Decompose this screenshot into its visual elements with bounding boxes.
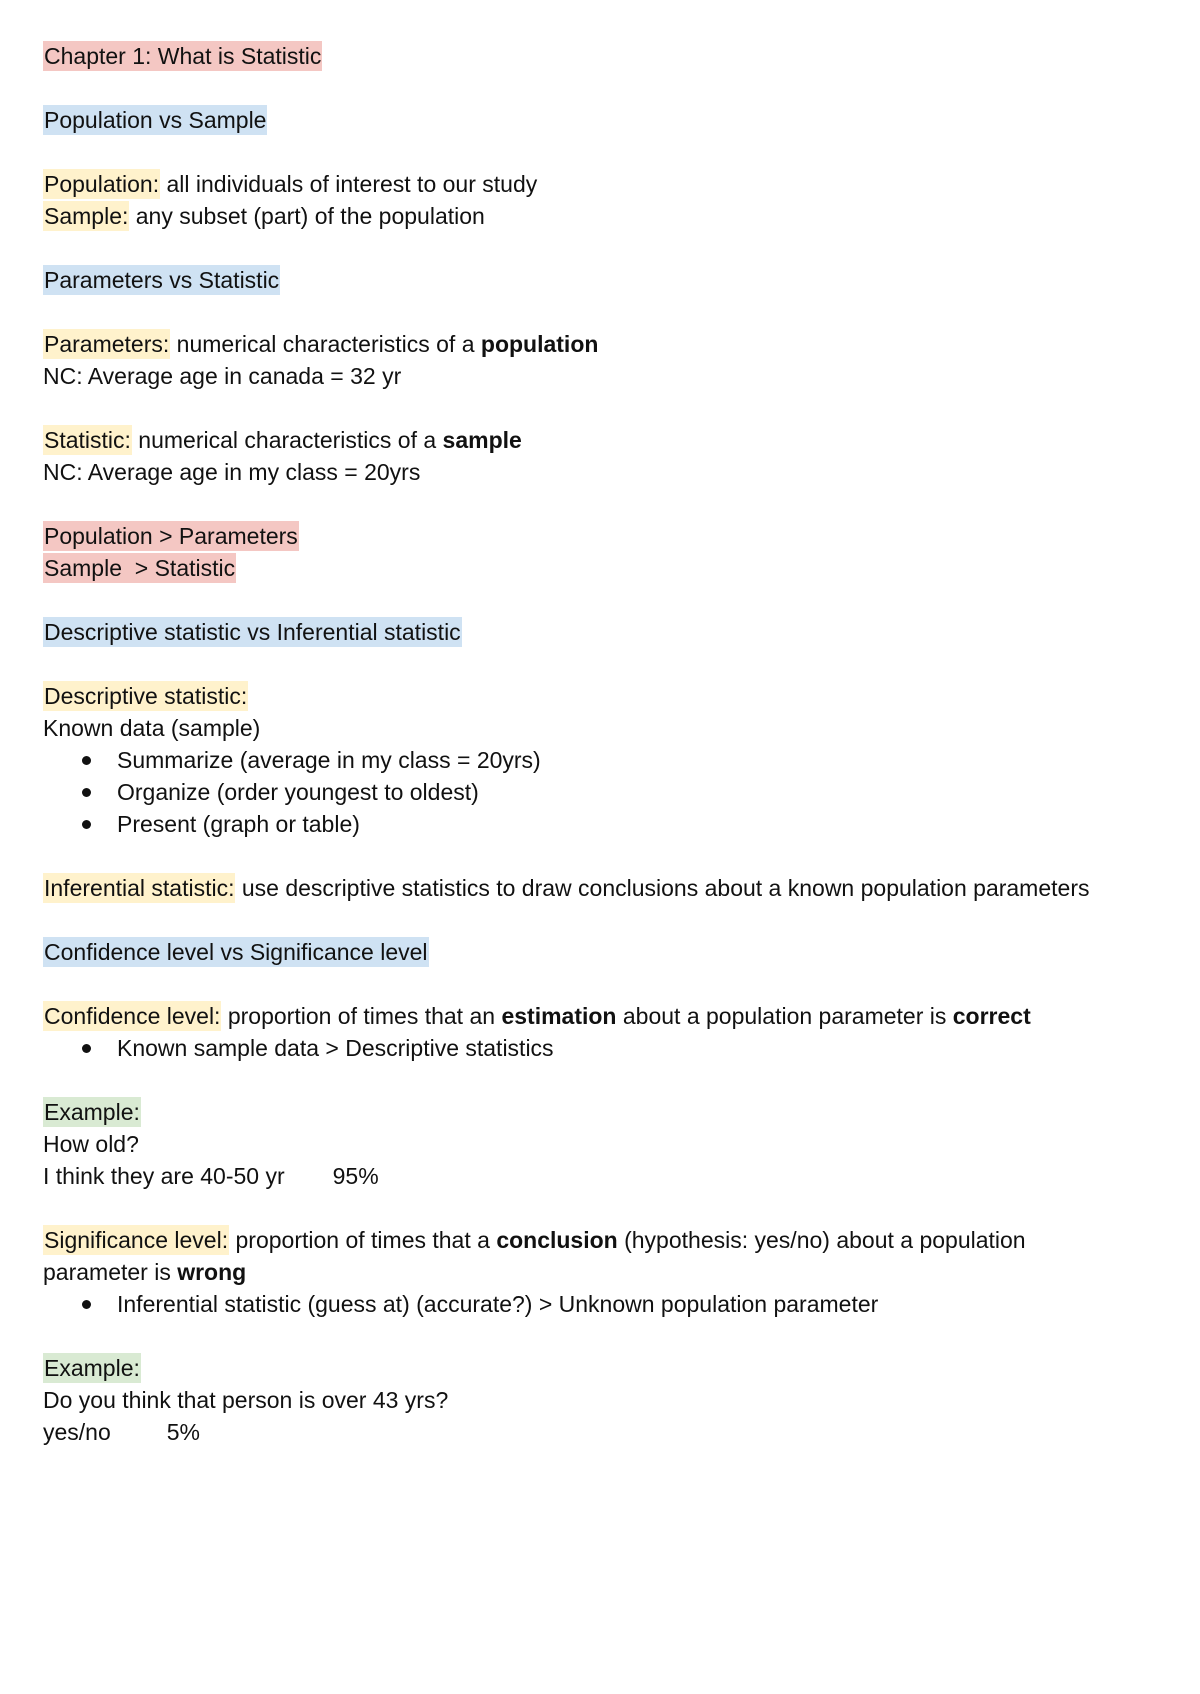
example-2-label-line: [43, 1352, 1163, 1384]
example-1-answer-text: I think they are 40-50 yr: [43, 1163, 285, 1189]
statistic-term: Statistic:: [44, 427, 131, 453]
spacer: [43, 72, 1163, 104]
descriptive-term: Descriptive statistic:: [44, 683, 248, 709]
chapter-title: Chapter 1: What is Statistic: [44, 43, 322, 69]
significance-definition-line-1: [43, 1224, 1163, 1256]
example-1-label-line: [43, 1096, 1163, 1128]
inferential-definition: [43, 872, 1163, 904]
spacer: [43, 1064, 1163, 1096]
parameters-def-text: numerical characteristics of a: [170, 331, 481, 357]
sample-def-text: any subset (part) of the population: [129, 203, 485, 229]
population-term: Population:: [44, 171, 160, 197]
mapping-sample-statistic: Sample > Statistic: [44, 555, 236, 581]
spacer: [43, 648, 1163, 680]
heading-desc-vs-inf: Descriptive statistic vs Inferential statistic: [44, 619, 461, 645]
bullet-text: Organize (order youngest to oldest): [117, 779, 479, 805]
example-2-answer-text: yes/no: [43, 1419, 111, 1445]
confidence-def-text-2: about a population parameter is: [616, 1003, 953, 1029]
bullet-text: Inferential statistic (guess at) (accurate?) > Unknown population parameter: [117, 1291, 879, 1317]
bullet-dot-icon: [82, 788, 91, 797]
spacer: [43, 840, 1163, 872]
statistic-def-text: numerical characteristics of a: [131, 427, 443, 453]
significance-def-text-2: (hypothesis: yes/no) about a population: [617, 1227, 1026, 1253]
statistic-example: NC: Average age in my class = 20yrs: [43, 459, 421, 485]
heading-conf-vs-sig-line: [43, 936, 1163, 968]
heading-params-vs-stat: Parameters vs Statistic: [44, 267, 280, 293]
mapping-line-1: [43, 520, 1163, 552]
parameters-example: NC: Average age in canada = 32 yr: [43, 363, 402, 389]
bullet-text: Known sample data > Descriptive statistics: [117, 1035, 554, 1061]
significance-def-text-3: parameter is: [43, 1259, 178, 1285]
bullet-text: Summarize (average in my class = 20yrs): [117, 747, 541, 773]
example-1-question: How old?: [43, 1131, 139, 1157]
document-page: [43, 40, 1163, 1448]
parameters-bold-word: population: [480, 331, 599, 357]
significance-term: Significance level:: [44, 1227, 229, 1253]
significance-bold-conclusion: conclusion: [496, 1227, 618, 1253]
inferential-term: Inferential statistic:: [44, 875, 235, 901]
example-2-answer: [43, 1416, 1163, 1448]
bullet-present: [43, 808, 1163, 840]
statistic-definition: [43, 424, 1163, 456]
spacer: [43, 968, 1163, 1000]
spacer: [43, 392, 1163, 424]
bullet-dot-icon: [82, 1300, 91, 1309]
spacer: [43, 904, 1163, 936]
significance-bold-wrong: wrong: [177, 1259, 247, 1285]
example-2-question: Do you think that person is over 43 yrs?: [43, 1387, 449, 1413]
population-definition: [43, 168, 1163, 200]
heading-desc-vs-inf-line: [43, 616, 1163, 648]
parameters-term: Parameters:: [44, 331, 170, 357]
bullet-dot-icon: [82, 1044, 91, 1053]
bullet-organize: [43, 776, 1163, 808]
chapter-title-line: [43, 40, 1163, 72]
confidence-bold-correct: correct: [952, 1003, 1031, 1029]
mapping-line-2: [43, 552, 1163, 584]
spacer: [43, 584, 1163, 616]
bullet-summarize: [43, 744, 1163, 776]
heading-params-vs-stat-line: [43, 264, 1163, 296]
spacer: [43, 488, 1163, 520]
example-1-percent: 95%: [332, 1163, 379, 1189]
descriptive-known-data: Known data (sample): [43, 715, 261, 741]
bullet-inferential-guess: [43, 1288, 1163, 1320]
parameters-definition: [43, 328, 1163, 360]
sample-definition: [43, 200, 1163, 232]
heading-pop-vs-sample-line: [43, 104, 1163, 136]
population-def-text: all individuals of interest to our study: [160, 171, 538, 197]
example-1-answer: [43, 1160, 1163, 1192]
significance-def-text-1: proportion of times that a: [229, 1227, 497, 1253]
confidence-bold-estimation: estimation: [501, 1003, 617, 1029]
spacer: [43, 136, 1163, 168]
spacer: [43, 1320, 1163, 1352]
confidence-def-text-1: proportion of times that an: [221, 1003, 502, 1029]
confidence-definition: [43, 1000, 1163, 1032]
descriptive-term-line: [43, 680, 1163, 712]
example-2-percent: 5%: [166, 1419, 201, 1445]
bullet-known-sample: [43, 1032, 1163, 1064]
example-1-label: Example:: [44, 1099, 140, 1125]
example-2-label: Example:: [44, 1355, 140, 1381]
bullet-text: Present (graph or table): [117, 811, 360, 837]
sample-term: Sample:: [44, 203, 129, 229]
spacer: [43, 1192, 1163, 1224]
significance-definition-line-2: [43, 1256, 1163, 1288]
statistic-bold-word: sample: [442, 427, 522, 453]
bullet-dot-icon: [82, 820, 91, 829]
mapping-population-parameters: Population > Parameters: [44, 523, 298, 549]
heading-conf-vs-sig: Confidence level vs Significance level: [44, 939, 428, 965]
spacer: [43, 232, 1163, 264]
spacer: [43, 296, 1163, 328]
bullet-dot-icon: [82, 756, 91, 765]
heading-pop-vs-sample: Population vs Sample: [44, 107, 267, 133]
inferential-def-text: use descriptive statistics to draw conclusions about a known population parameters: [235, 875, 1090, 901]
confidence-term: Confidence level:: [44, 1003, 221, 1029]
